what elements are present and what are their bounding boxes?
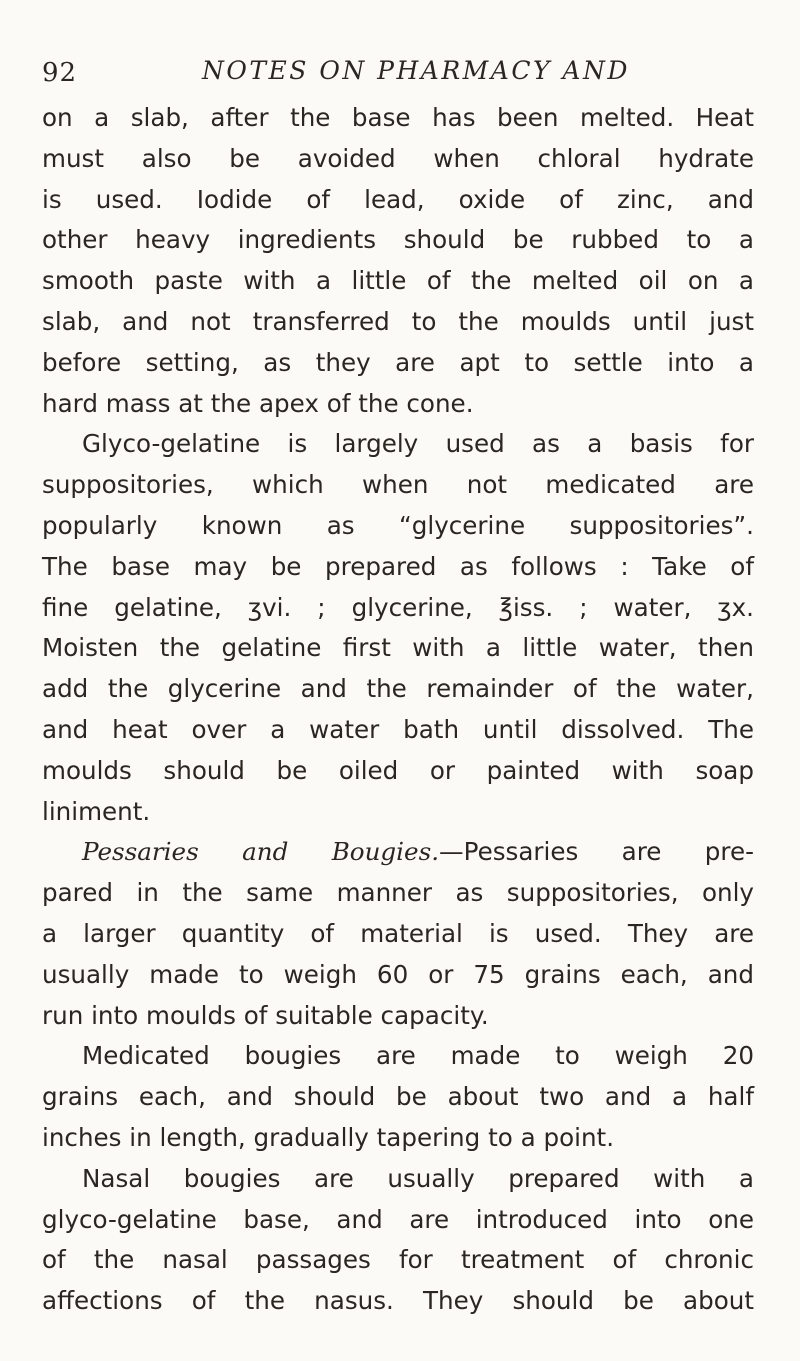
page-number: 92 [42,58,78,88]
text-line: liniment. [42,796,151,826]
text-line: hard mass at the apex of the cone. [42,388,474,418]
text-line: inches in length, gradually tapering to a point. [42,1122,615,1152]
page-header [42,40,754,98]
text-line: usually made to weigh 60 or 75 grains each, and [42,959,754,989]
text-line: slab, and not transferred to the moulds until just [42,306,754,336]
text-line: other heavy ingredients should be rubbed to a [42,225,754,255]
text-line: a larger quantity of material is used. They are [42,918,754,948]
text-line: affections of the nasus. They should be about [42,1286,754,1316]
text-line: and heat over a water bath until dissolved. The [42,714,754,744]
section-heading-line [42,832,754,873]
text-line: moulds should be oiled or painted with soap [42,755,754,785]
text-line: of the nasal passages for treatment of chronic [42,1245,754,1275]
text-line: glyco-gelatine base, and are introduced into one [42,1204,754,1234]
text-line: Moisten the gelatine first with a little water, then [42,633,754,663]
text-line: run into moulds of suitable capacity. [42,1000,489,1030]
text-line: pared in the same manner as suppositories, only [42,878,754,908]
text-line: is used. Iodide of lead, oxide of zinc, and [42,184,754,214]
section-heading: Pessaries and Bougies. [82,837,440,867]
text-line: add the glycerine and the remainder of the water, [42,674,754,704]
text-line: grains each, and should be about two and a half [42,1082,754,1112]
text-line: Nasal bougies are usually prepared with a [82,1163,754,1193]
text-line: Medicated bougies are made to weigh 20 [82,1041,754,1071]
text-line: on a slab, after the base has been melted. Heat [42,103,754,132]
text-line: must also be avoided when chloral hydrate [42,143,754,173]
running-head: NOTES ON PHARMACY AND [202,56,630,85]
text-line: fine gelatine, ʒvi. ; glycerine, ℥iss. ; water, ʒx. [42,592,754,622]
book-page [42,40,754,1322]
text-line-fragment: —Pessaries are pre- [439,837,754,867]
text-line: smooth paste with a little of the melted oil on a [42,266,754,296]
text-line: popularly known as “glycerine suppositories”. [42,510,754,540]
body-text [42,98,754,1322]
text-line: before setting, as they are apt to settle into a [42,347,754,377]
text-line: The base may be prepared as follows : Take of [42,551,754,581]
text-line: suppositories, which when not medicated are [42,470,754,500]
text-line: Glyco-gelatine is largely used as a basis for [82,429,754,459]
